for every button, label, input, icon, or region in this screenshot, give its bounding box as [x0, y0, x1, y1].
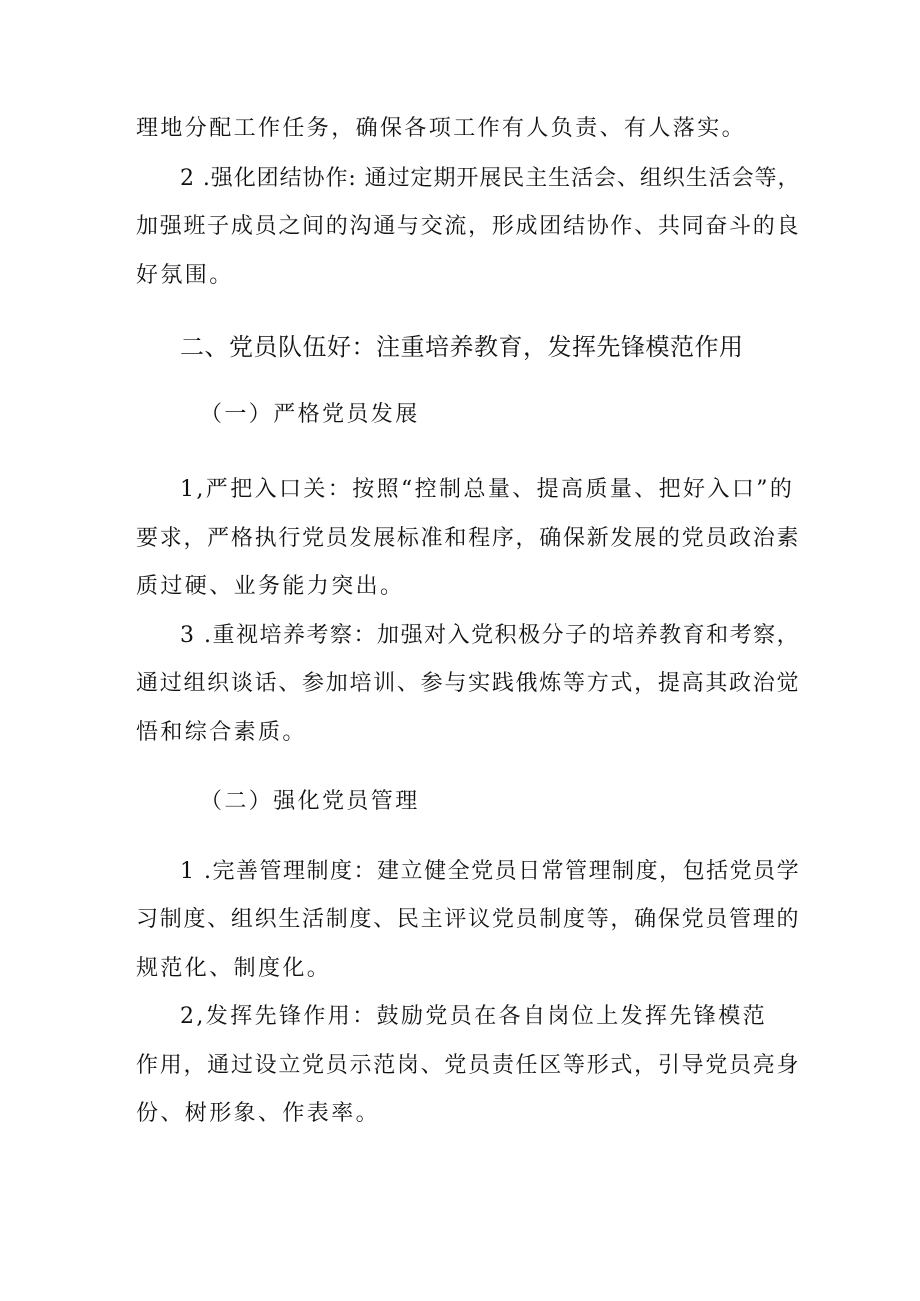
paragraph-line: 1,严把入口关：按照“控制总量、提高质量、把好入口”的 [180, 477, 795, 502]
paragraph-line: 2,发挥先锋作用：鼓励党员在各自岗位上发挥先锋模范 [180, 1004, 767, 1029]
paragraph-line: 规范化、制度化。 [136, 956, 332, 981]
paragraph-line: 2 .强化团结协作: 通过定期开展民主生活会、组织生活会等， [180, 166, 801, 191]
paragraph-line: 质过硬、业务能力突出。 [136, 574, 405, 599]
paragraph-line: 通过组织谈话、参加培训、参与实践俄炼等方式，提高其政治觉 [136, 671, 801, 696]
paragraph-line: 加强班子成员之间的沟通与交流，形成团结协作、共同奋斗的良 [136, 214, 801, 239]
paragraph-line: 悟和综合素质。 [136, 720, 307, 745]
paragraph-line: 份、树形象、作表率。 [136, 1101, 381, 1126]
paragraph-line: 理地分配工作任务，确保各项工作有人负责、有人落实。 [136, 116, 747, 141]
paragraph-line: 好氛围。 [136, 263, 234, 288]
paragraph-line: 习制度、组织生活制度、民主评议党员制度等，确保党员管理的 [136, 907, 801, 932]
subsection-heading: （二）强化党员管理 [200, 789, 420, 814]
section-heading: 二、党员队伍好：注重培养教育，发挥先锋模范作用 [180, 333, 744, 361]
subsection-heading: （一）严格党员发展 [200, 402, 420, 427]
paragraph-line: 1 .完善管理制度：建立健全党员日常管理制度，包括党员学 [180, 859, 801, 884]
paragraph-line: 3 .重视培养考察：加强对入党积极分子的培养教育和考察， [180, 623, 801, 648]
paragraph-line: 要求，严格执行党员发展标准和程序，确保新发展的党员政治素 [136, 526, 801, 551]
paragraph-line: 作用，通过设立党员示范岗、党员责任区等形式，引导党员亮身 [136, 1053, 801, 1078]
